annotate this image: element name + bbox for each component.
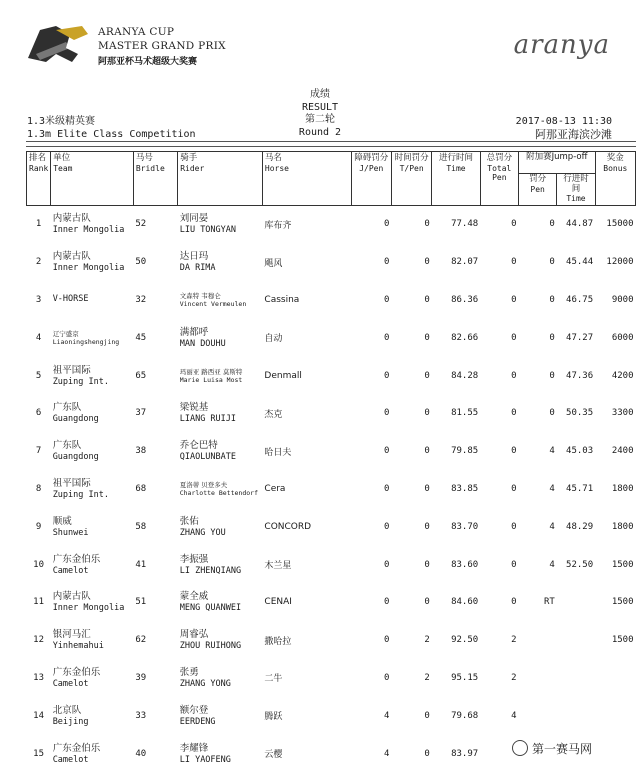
- rank-cell: 14: [33, 710, 45, 721]
- team-cell: [51, 659, 134, 697]
- rider-en: MENG QUANWEI: [179, 603, 242, 614]
- rank-cell: 9: [35, 521, 42, 532]
- total-cell: 0: [511, 559, 517, 570]
- rank-cell: 11: [33, 597, 45, 608]
- jo-pen-cell: [518, 659, 556, 697]
- table-row: [27, 357, 636, 395]
- rank-cell: 1: [35, 219, 42, 230]
- team-en: Inner Mongolia: [52, 263, 125, 274]
- rider-cell: [178, 281, 263, 319]
- jo-time-cell: [557, 659, 595, 697]
- rank-cell: 2: [35, 257, 42, 268]
- bridle-cell: 37: [135, 408, 147, 419]
- jo-pen-cell: RT: [543, 597, 555, 608]
- result-cn: 成绩: [310, 89, 330, 100]
- team-en: Yinhemahui: [52, 641, 104, 652]
- venue: 阿那亚海滨沙滩: [535, 128, 612, 141]
- tpen-cell: 0: [424, 294, 430, 305]
- jo-pen-cell: 0: [549, 332, 555, 343]
- bonus-cell: 1500: [611, 635, 634, 646]
- total-cell: 0: [511, 597, 517, 608]
- bonus-cell: 9000: [611, 294, 634, 305]
- jpen-cell: 0: [384, 597, 390, 608]
- bonus-cell: [595, 735, 635, 772]
- rider-en: LIU TONGYAN: [179, 225, 237, 236]
- team-en: Camelot: [52, 754, 89, 765]
- team-cn: 顺威: [52, 515, 72, 527]
- rider-cell: [178, 697, 263, 735]
- jpen-cell: 0: [384, 635, 390, 646]
- rider-cn: 文森特 韦穆仑: [179, 291, 221, 300]
- brand-wordmark: aranya: [513, 30, 610, 60]
- total-cell: 0: [511, 446, 517, 457]
- col-time: 进行时间 Time: [432, 152, 480, 206]
- round-cn: 第二轮: [305, 114, 335, 125]
- results-body: [27, 205, 636, 772]
- date-venue: [516, 115, 612, 141]
- bridle-cell: 68: [135, 483, 147, 494]
- col-jo-time: 行进时间 Time: [557, 174, 595, 206]
- bonus-cell: 4200: [611, 370, 634, 381]
- jpen-cell: 0: [384, 332, 390, 343]
- team-en: Guangdong: [52, 452, 99, 463]
- table-row: [27, 281, 636, 319]
- jo-pen-cell: [518, 697, 556, 735]
- tpen-cell: 0: [424, 332, 430, 343]
- time-cell: 82.07: [451, 257, 479, 268]
- team-cell: [51, 394, 134, 432]
- rider-en: ZHOU RUIHONG: [179, 641, 242, 652]
- bonus-cell: 1800: [611, 521, 634, 532]
- jo-time-cell: 50.35: [566, 408, 594, 419]
- rider-cn: 额尔登: [179, 704, 209, 716]
- rider-cn: 刘同晏: [179, 213, 209, 225]
- horse-cell: CENAI: [264, 597, 292, 608]
- total-cell: 0: [511, 294, 517, 305]
- rider-cn: 李耀锋: [179, 742, 209, 754]
- team-en: V-HORSE: [52, 294, 89, 305]
- team-cn: 内蒙古队: [52, 251, 91, 263]
- rider-cn: 乔仑巴特: [179, 440, 218, 452]
- jpen-cell: 0: [384, 219, 390, 230]
- rank-cell: 8: [35, 483, 42, 494]
- wechat-icon: [512, 740, 528, 756]
- bonus-cell: 12000: [606, 257, 634, 268]
- col-total: 总罚分 Total Pen: [480, 152, 518, 206]
- bridle-cell: 39: [135, 672, 147, 683]
- bridle-cell: 52: [135, 219, 147, 230]
- col-rider: 骑手 Rider: [178, 152, 263, 206]
- team-cell: [51, 735, 134, 772]
- time-cell: 82.66: [451, 332, 479, 343]
- time-cell: 95.15: [451, 672, 479, 683]
- table-row: [27, 432, 636, 470]
- rank-cell: 10: [33, 559, 45, 570]
- rank-cell: 15: [33, 748, 45, 759]
- competition-name: [27, 115, 196, 141]
- time-cell: 83.60: [451, 559, 479, 570]
- rider-cell: [178, 205, 263, 243]
- horse-cell: 哈日夫: [264, 447, 292, 458]
- time-cell: 79.68: [451, 710, 479, 721]
- rank-cell: 13: [33, 672, 45, 683]
- rider-cn: 蒙全威: [179, 591, 209, 603]
- team-cn: 广东金伯乐: [52, 553, 101, 565]
- tpen-cell: 0: [424, 370, 430, 381]
- jo-pen-cell: 0: [549, 219, 555, 230]
- rider-en: Charlotte Bettendorf: [179, 488, 258, 497]
- rank-cell: 4: [35, 332, 42, 343]
- horse-cell: 木兰星: [264, 561, 292, 572]
- rider-cell: [178, 470, 263, 508]
- team-cell: [51, 697, 134, 735]
- rider-en: QIAOLUNBATE: [179, 452, 237, 463]
- rider-cn: 玛丽亚 路西亚 莫斯特: [179, 367, 243, 376]
- jo-pen-cell: 0: [549, 370, 555, 381]
- bridle-cell: 50: [135, 257, 147, 268]
- rider-cn: 李振强: [179, 553, 209, 565]
- horse-cell: CONCORD: [264, 521, 312, 532]
- horse-rider-logo-icon: [26, 24, 92, 64]
- bridle-cell: 51: [135, 597, 147, 608]
- team-cell: [51, 357, 134, 395]
- tpen-cell: 2: [424, 672, 430, 683]
- bridle-cell: 40: [135, 748, 147, 759]
- table-row: [27, 546, 636, 584]
- table-row: [27, 470, 636, 508]
- time-cell: 83.70: [451, 521, 479, 532]
- rider-en: LI YAOFENG: [179, 754, 231, 765]
- team-cn: 北京队: [52, 704, 82, 716]
- total-cell: 0: [511, 370, 517, 381]
- rider-cell: [178, 357, 263, 395]
- jo-time-cell: 47.36: [566, 370, 594, 381]
- bridle-cell: 58: [135, 521, 147, 532]
- bonus-cell: 1800: [611, 483, 634, 494]
- rider-cell: [178, 621, 263, 659]
- time-cell: 83.85: [451, 483, 479, 494]
- team-cell: [51, 583, 134, 621]
- jo-time-cell: 47.27: [566, 332, 594, 343]
- team-cell: [51, 243, 134, 281]
- table-row: [27, 508, 636, 546]
- rider-cn: 周睿弘: [179, 629, 209, 641]
- rank-cell: 5: [35, 370, 42, 381]
- table-row: [27, 697, 636, 735]
- jo-time-cell: 45.71: [566, 483, 594, 494]
- team-cn: 辽宁盛京: [52, 329, 79, 338]
- table-row: [27, 205, 636, 243]
- horse-cell: Cassina: [264, 294, 300, 305]
- tpen-cell: 0: [424, 710, 430, 721]
- rider-en: ZHANG YOU: [179, 527, 226, 538]
- total-cell: 0: [511, 257, 517, 268]
- time-cell: 81.55: [451, 408, 479, 419]
- team-cn: 广东金伯乐: [52, 666, 101, 678]
- jo-pen-cell: 4: [549, 559, 555, 570]
- col-horse: 马名 Horse: [262, 152, 351, 206]
- watermark-text: 第一赛马网: [532, 742, 593, 756]
- tpen-cell: 0: [424, 748, 430, 759]
- time-cell: 92.50: [451, 635, 479, 646]
- horse-cell: 杰克: [264, 409, 283, 420]
- table-row: [27, 583, 636, 621]
- bridle-cell: 33: [135, 710, 147, 721]
- jo-pen-cell: 4: [549, 446, 555, 457]
- team-cell: [51, 470, 134, 508]
- rank-cell: 7: [35, 446, 42, 457]
- rider-cell: [178, 583, 263, 621]
- time-cell: 83.97: [451, 748, 479, 759]
- jpen-cell: 0: [384, 559, 390, 570]
- bridle-cell: 41: [135, 559, 147, 570]
- tpen-cell: 0: [424, 219, 430, 230]
- rider-cell: [178, 508, 263, 546]
- team-cn: 广东队: [52, 402, 82, 414]
- bonus-cell: 1500: [611, 597, 634, 608]
- rider-en: LIANG RUIJI: [179, 414, 237, 425]
- team-en: Camelot: [52, 565, 89, 576]
- team-en: Shunwei: [52, 527, 89, 538]
- rider-en: ZHANG YONG: [179, 678, 231, 689]
- team-en: Guangdong: [52, 414, 99, 425]
- rider-en: LI ZHENQIANG: [179, 565, 242, 576]
- table-row: [27, 621, 636, 659]
- rider-en: Marie Luisa Most: [179, 375, 243, 384]
- results-table: [26, 151, 636, 772]
- team-cn: 祖平国际: [52, 364, 91, 376]
- time-cell: 84.28: [451, 370, 479, 381]
- total-cell: 0: [511, 332, 517, 343]
- team-cell: [51, 319, 134, 357]
- team-cell: [51, 546, 134, 584]
- team-en: Inner Mongolia: [52, 603, 125, 614]
- rider-cn: 张勇: [179, 666, 199, 678]
- team-cn: 内蒙古队: [52, 213, 91, 225]
- team-cn: 广东金伯乐: [52, 742, 101, 754]
- col-team: 单位 Team: [51, 152, 134, 206]
- jo-time-cell: 46.75: [566, 294, 594, 305]
- tpen-cell: 0: [424, 559, 430, 570]
- bonus-cell: [595, 697, 635, 735]
- tpen-cell: 0: [424, 521, 430, 532]
- jpen-cell: 0: [384, 408, 390, 419]
- divider: [26, 146, 636, 147]
- horse-cell: Cera: [264, 483, 286, 494]
- tpen-cell: 2: [424, 635, 430, 646]
- total-cell: 0: [511, 219, 517, 230]
- divider: [26, 141, 636, 142]
- event-title-line1: ARANYA CUP: [98, 26, 175, 38]
- bridle-cell: 65: [135, 370, 147, 381]
- header-row: [27, 152, 636, 174]
- round-en: Round 2: [298, 126, 342, 138]
- tpen-cell: 0: [424, 446, 430, 457]
- bridle-cell: 45: [135, 332, 147, 343]
- rider-cell: [178, 243, 263, 281]
- event-title-line2: MASTER GRAND PRIX: [98, 40, 226, 52]
- rank-cell: 6: [35, 408, 42, 419]
- jo-pen-cell: 4: [549, 521, 555, 532]
- team-cell: [51, 281, 134, 319]
- jo-time-cell: 52.50: [566, 559, 594, 570]
- tpen-cell: 0: [424, 597, 430, 608]
- jo-time-cell: 45.44: [566, 257, 594, 268]
- bridle-cell: 32: [135, 294, 147, 305]
- rider-en: Vincent Vermeulen: [179, 299, 247, 308]
- jo-time-cell: 48.29: [566, 521, 594, 532]
- col-tpen: 时间罚分 T/Pen: [391, 152, 431, 206]
- rider-cell: [178, 659, 263, 697]
- jo-pen-cell: 0: [549, 408, 555, 419]
- bonus-cell: 3300: [611, 408, 634, 419]
- jo-time-cell: 45.03: [566, 446, 594, 457]
- team-cn: 银河马汇: [52, 629, 91, 641]
- table-row: [27, 394, 636, 432]
- competition-cn: 1.3米级精英赛: [27, 116, 96, 127]
- team-en: Inner Mongolia: [52, 225, 125, 236]
- team-cn: 广东队: [52, 440, 82, 452]
- table-row: [27, 243, 636, 281]
- bonus-cell: [595, 659, 635, 697]
- bonus-cell: 2400: [611, 446, 634, 457]
- rider-cn: 满都呼: [179, 326, 209, 338]
- total-cell: 0: [511, 521, 517, 532]
- jo-time-cell: [557, 583, 595, 621]
- jo-pen-cell: 0: [549, 257, 555, 268]
- jpen-cell: 0: [384, 483, 390, 494]
- horse-cell: 自动: [264, 334, 283, 345]
- horse-cell: Denmall: [264, 370, 302, 381]
- total-cell: 2: [511, 672, 517, 683]
- col-jo-pen: 罚分 Pen: [518, 174, 556, 206]
- tpen-cell: 0: [424, 408, 430, 419]
- team-cell: [51, 432, 134, 470]
- horse-cell: 库布齐: [264, 220, 292, 231]
- col-rank: 排名 Rank: [27, 152, 51, 206]
- col-bonus: 奖金 Bonus: [595, 152, 635, 206]
- watermark: [512, 740, 592, 757]
- team-en: Beijing: [52, 716, 89, 727]
- team-cell: [51, 621, 134, 659]
- time-cell: 86.36: [451, 294, 479, 305]
- bonus-cell: 6000: [611, 332, 634, 343]
- rider-cn: 梁锐基: [179, 402, 209, 414]
- jo-pen-cell: 0: [549, 294, 555, 305]
- time-cell: 79.85: [451, 446, 479, 457]
- team-cell: [51, 508, 134, 546]
- team-cn: 祖平国际: [52, 477, 91, 489]
- table-row: [27, 319, 636, 357]
- jo-pen-cell: [518, 621, 556, 659]
- total-cell: 2: [511, 635, 517, 646]
- bridle-cell: 38: [135, 446, 147, 457]
- horse-cell: 飓风: [264, 258, 283, 269]
- team-en: Zuping Int.: [52, 489, 109, 500]
- team-cn: 内蒙古队: [52, 591, 91, 603]
- col-bridle: 马号 Bridle: [133, 152, 177, 206]
- rank-cell: 12: [33, 635, 45, 646]
- jpen-cell: 0: [384, 672, 390, 683]
- rider-cell: [178, 394, 263, 432]
- team-en: Liaoningshengjing: [52, 337, 120, 346]
- col-jpen: 障碍罚分 J/Pen: [351, 152, 391, 206]
- rider-en: EERDENG: [179, 716, 216, 727]
- total-cell: 4: [511, 710, 517, 721]
- team-en: Zuping Int.: [52, 376, 109, 387]
- jo-time-cell: [557, 621, 595, 659]
- jpen-cell: 0: [384, 521, 390, 532]
- jpen-cell: 0: [384, 446, 390, 457]
- jo-pen-cell: 4: [549, 483, 555, 494]
- rider-cn: 张佑: [179, 515, 199, 527]
- competition-en: 1.3m Elite Class Competition: [27, 129, 196, 140]
- tpen-cell: 0: [424, 257, 430, 268]
- jpen-cell: 4: [384, 710, 390, 721]
- result-en: RESULT: [301, 101, 339, 113]
- jpen-cell: 4: [384, 748, 390, 759]
- jpen-cell: 0: [384, 294, 390, 305]
- rider-cell: [178, 735, 263, 772]
- jo-time-cell: [557, 697, 595, 735]
- rider-cell: [178, 319, 263, 357]
- bonus-cell: 15000: [606, 219, 634, 230]
- jo-time-cell: 44.87: [566, 219, 594, 230]
- col-jumpoff: 附加赛Jump-off: [518, 152, 595, 174]
- rider-en: DA RIMA: [179, 263, 216, 274]
- rider-cn: 达日玛: [179, 251, 209, 263]
- tpen-cell: 0: [424, 483, 430, 494]
- total-cell: 0: [511, 483, 517, 494]
- total-cell: 0: [511, 408, 517, 419]
- event-title-cn: 阿那亚杯马术超级大奖赛: [98, 57, 198, 67]
- time-cell: 77.48: [451, 219, 479, 230]
- rider-cell: [178, 432, 263, 470]
- rider-en: MAN DOUHU: [179, 338, 226, 349]
- event-logo: [26, 22, 236, 70]
- bonus-cell: 1500: [611, 559, 634, 570]
- bridle-cell: 62: [135, 635, 147, 646]
- time-cell: 84.60: [451, 597, 479, 608]
- jpen-cell: 0: [384, 370, 390, 381]
- table-row: [27, 659, 636, 697]
- horse-cell: 二牛: [264, 674, 283, 685]
- horse-cell: 腾跃: [264, 712, 283, 723]
- rider-cell: [178, 546, 263, 584]
- team-en: Camelot: [52, 678, 89, 689]
- rank-cell: 3: [35, 294, 42, 305]
- rider-cn: 夏洛蒂 贝登多夫: [179, 480, 228, 489]
- horse-cell: 云樱: [264, 750, 283, 761]
- team-cell: [51, 205, 134, 243]
- datetime: 2017-08-13 11:30: [515, 116, 612, 127]
- jpen-cell: 0: [384, 257, 390, 268]
- horse-cell: 撒哈拉: [264, 636, 292, 647]
